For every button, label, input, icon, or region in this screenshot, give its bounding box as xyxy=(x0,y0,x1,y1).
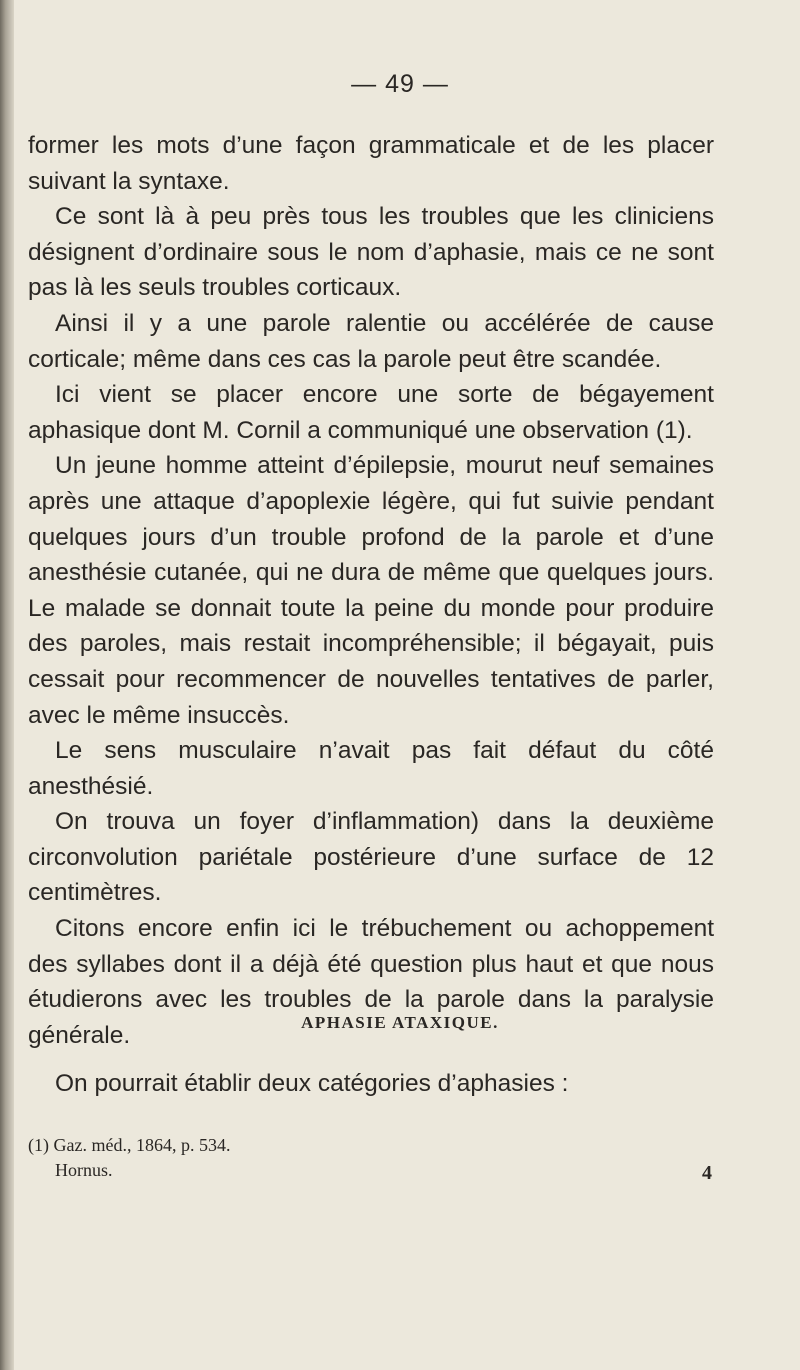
paragraph-3: Ainsi il y a une parole ralentie ou accélérée de cause corticale; même dans ces cas la parole peut être scandée. xyxy=(28,309,714,373)
paragraph-4: Ici vient se placer encore une sorte de bégayement aphasique dont M. Cornil a communiqué une observation (1). xyxy=(28,381,714,444)
footnote-printer: Hornus. xyxy=(55,1160,113,1180)
closing-paragraph: On pourrait établir deux catégories d’aphasies : xyxy=(55,1070,569,1097)
footnote xyxy=(28,1133,328,1183)
paragraph-5: Un jeune homme atteint d’épilepsie, mourut neuf semaines après une attaque d’apoplexie légère, qui fut suivie pendant quelques jours d’un trouble profond de la parole et d’une anesthésie cutanée, qui ne dura de même que quelques jours. Le malade se donnait toute la peine du monde pour produire des paroles, mais restait incompréhensible; il bégayait, puis cessait pour recommencer de nouvelles tentatives de parler, avec le même insuccès. xyxy=(28,452,714,729)
footnote-citation: (1) Gaz. méd., 1864, p. 534. xyxy=(28,1135,231,1155)
signature-mark: 4 xyxy=(702,1162,712,1184)
paragraph-2: Ce sont là à peu près tous les troubles que les cliniciens désignent d’ordinaire sous le nom d’aphasie, mais ce ne sont pas là les seuls troubles corticaux. xyxy=(28,203,714,302)
page-number: — 49 — xyxy=(351,70,449,98)
paragraph-8: Citons encore enfin ici le trébuchement ou achoppement des syllabes dont il a déjà été question plus haut et que nous étudierons avec les troubles de la parole dans la paralysie générale. xyxy=(28,915,714,1049)
page-binding-edge xyxy=(0,0,14,1370)
paragraph-7: On trouva un foyer d’inflammation) dans la deuxième circonvolution pariétale postérieure d’une surface de 12 centimètres. xyxy=(28,808,714,907)
body-text xyxy=(28,128,714,1053)
paragraph-1: former les mots d’une façon grammaticale et de les placer suivant la syntaxe. xyxy=(28,132,714,195)
section-title: APHASIE ATAXIQUE. xyxy=(301,1013,499,1032)
paragraph-6: Le sens musculaire n’avait pas fait défaut du côté anesthésié. xyxy=(28,737,714,800)
